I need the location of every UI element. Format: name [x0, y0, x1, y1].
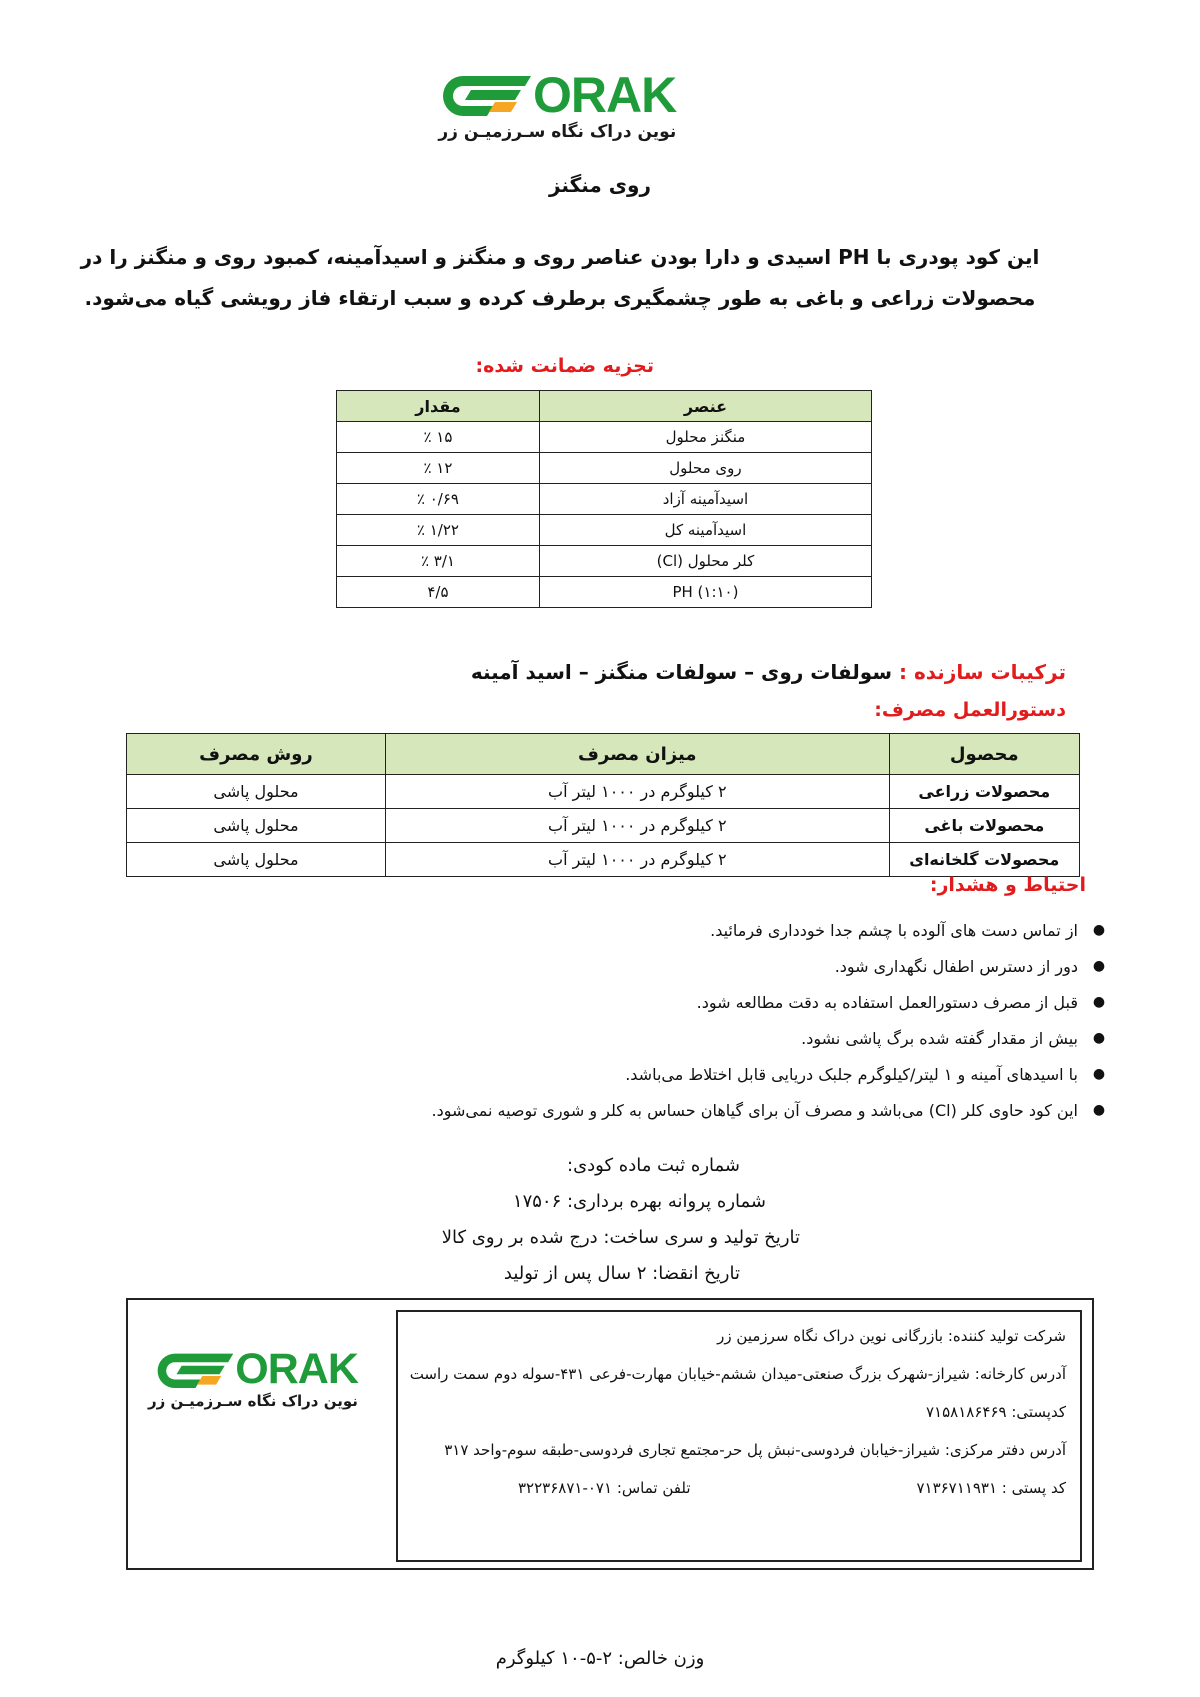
bullet-icon: ●	[1092, 994, 1106, 1010]
table-row	[127, 843, 1080, 877]
warning-text: بیش از مقدار گفته شده برگ پاشی نشود.	[801, 1028, 1078, 1048]
bullet-icon: ●	[1092, 958, 1106, 974]
office-address: آدرس دفتر مرکزی: شیراز-خیابان فردوسی-نبش پل حر-مجتمع تجاری فردوسی-طبقه سوم-واحد ۳۱۷	[444, 1441, 1066, 1459]
logo-mark-icon	[149, 1350, 235, 1390]
warning-text: این کود حاوی کلر (Cl) می‌باشد و مصرف آن برای گیاهان حساس به کلر و شوری توصیه نمی‌شود.	[431, 1100, 1078, 1120]
usage-table	[126, 733, 1080, 877]
dosage-cell: ۲ کیلوگرم در ۱۰۰۰ لیتر آب	[385, 809, 889, 843]
expiry-date: تاریخ انقضا: ۲ سال پس از تولید	[503, 1263, 740, 1284]
warning-text: قبل از مصرف دستورالعمل استفاده به دقت مطالعه شود.	[696, 992, 1078, 1012]
composition-value: سولفات روی – سولفات منگنز – اسید آمینه	[470, 660, 893, 684]
producer-details	[396, 1310, 1082, 1562]
column-header-element: عنصر	[539, 391, 871, 422]
element-cell: PH (۱:۱۰)	[539, 577, 871, 608]
license-number: شماره پروانه بهره برداری: ۱۷۵۰۶	[512, 1191, 766, 1212]
crop-cell: محصولات گلخانه‌ای	[889, 843, 1079, 877]
analysis-heading: تجزیه ضمانت شده:	[475, 355, 654, 377]
factory-postcode: کدپستی: ۷۱۵۸۱۸۶۴۶۹	[926, 1403, 1066, 1421]
crop-cell: محصولات باغی	[889, 809, 1079, 843]
company-logo	[433, 67, 677, 142]
table-row	[337, 546, 872, 577]
element-cell: کلر محلول (Cl)	[539, 546, 871, 577]
column-header-crop: محصول	[889, 734, 1079, 775]
producer-company: شرکت تولید کننده: بازرگانی نوین دراک نگاه سرزمین زر	[717, 1327, 1066, 1345]
table-row	[337, 484, 872, 515]
logo-wordmark: ORAK	[533, 67, 677, 123]
warnings-list	[420, 912, 1120, 1128]
amount-cell: ۱۵ ٪	[337, 422, 540, 453]
phone-number: تلفن تماس: ۰۷۱-۳۲۲۳۶۸۷۱	[518, 1479, 691, 1497]
element-cell: روی محلول	[539, 453, 871, 484]
bullet-icon: ●	[1092, 1102, 1106, 1118]
list-item	[420, 1020, 1120, 1056]
product-title: روی منگنز	[548, 173, 652, 197]
amount-cell: ۱/۲۲ ٪	[337, 515, 540, 546]
office-postcode: کد پستی : ۷۱۳۶۷۱۱۹۳۱	[916, 1479, 1066, 1497]
list-item	[420, 912, 1120, 948]
factory-address: آدرس کارخانه: شیراز-شهرک بزرگ صنعتی-میدان ششم-خیابان مهارت-فرعی ۴۳۱-سوله دوم سمت راست	[409, 1365, 1066, 1383]
table-header-row	[337, 391, 872, 422]
amount-cell: ۱۲ ٪	[337, 453, 540, 484]
table-row	[337, 515, 872, 546]
company-logo-small	[148, 1345, 358, 1410]
warning-text: از تماس دست های آلوده با چشم جدا خودداری فرمائید.	[710, 920, 1078, 940]
column-header-amount: مقدار	[337, 391, 540, 422]
bullet-icon: ●	[1092, 1030, 1106, 1046]
table-row	[337, 577, 872, 608]
table-row	[337, 422, 872, 453]
warning-text: با اسیدهای آمینه و ۱ لیتر/کیلوگرم جلبک دریایی قابل اختلاط می‌باشد.	[625, 1064, 1078, 1084]
warnings-heading: احتیاط و هشدار:	[929, 874, 1086, 896]
logo-mark-icon	[433, 72, 533, 118]
bullet-icon: ●	[1092, 1066, 1106, 1082]
method-cell: محلول پاشی	[127, 809, 386, 843]
amount-cell: ۳/۱ ٪	[337, 546, 540, 577]
analysis-table	[336, 390, 872, 608]
method-cell: محلول پاشی	[127, 843, 386, 877]
table-row	[127, 775, 1080, 809]
element-cell: اسیدآمینه کل	[539, 515, 871, 546]
logo-subtitle: نوین دراک نگاه سـرزمیـن زر	[438, 122, 677, 142]
list-item	[420, 1092, 1120, 1128]
table-row	[127, 809, 1080, 843]
composition-line	[470, 660, 1066, 684]
method-cell: محلول پاشی	[127, 775, 386, 809]
crop-cell: محصولات زراعی	[889, 775, 1079, 809]
amount-cell: ۰/۶۹ ٪	[337, 484, 540, 515]
column-header-method: روش مصرف	[127, 734, 386, 775]
column-header-dosage: میزان مصرف	[385, 734, 889, 775]
product-description: این کود پودری با PH اسیدی و دارا بودن عناصر روی و منگنز و اسیدآمینه، کمبود روی و منگنز را در محصولات زراعی و باغی به طور چشمگیری برطرف کرده و سبب ارتقاء فاز رویشی گیاه می‌شود.	[80, 245, 1040, 310]
logo-subtitle: نوین دراک نگاه سـرزمیـن زر	[148, 1392, 358, 1410]
table-row	[337, 453, 872, 484]
bullet-icon: ●	[1092, 922, 1106, 938]
composition-label: ترکیبات سازنده :	[898, 660, 1066, 684]
amount-cell: ۴/۵	[337, 577, 540, 608]
list-item	[420, 984, 1120, 1020]
production-date: تاریخ تولید و سری ساخت: درج شده بر روی کالا	[441, 1227, 800, 1248]
net-weight: وزن خالص: ۲-۵-۱۰ کیلوگرم	[495, 1648, 705, 1669]
dosage-cell: ۲ کیلوگرم در ۱۰۰۰ لیتر آب	[385, 843, 889, 877]
warning-text: دور از دسترس اطفال نگهداری شود.	[834, 956, 1078, 976]
logo-wordmark: ORAK	[235, 1345, 358, 1393]
list-item	[420, 948, 1120, 984]
element-cell: اسیدآمینه آزاد	[539, 484, 871, 515]
registration-number: شماره ثبت ماده کودی:	[567, 1155, 740, 1176]
registration-info	[380, 1148, 800, 1292]
usage-heading: دستورالعمل مصرف:	[874, 699, 1066, 721]
dosage-cell: ۲ کیلوگرم در ۱۰۰۰ لیتر آب	[385, 775, 889, 809]
element-cell: منگنز محلول	[539, 422, 871, 453]
table-header-row	[127, 734, 1080, 775]
list-item	[420, 1056, 1120, 1092]
contact-row	[408, 1476, 1066, 1500]
